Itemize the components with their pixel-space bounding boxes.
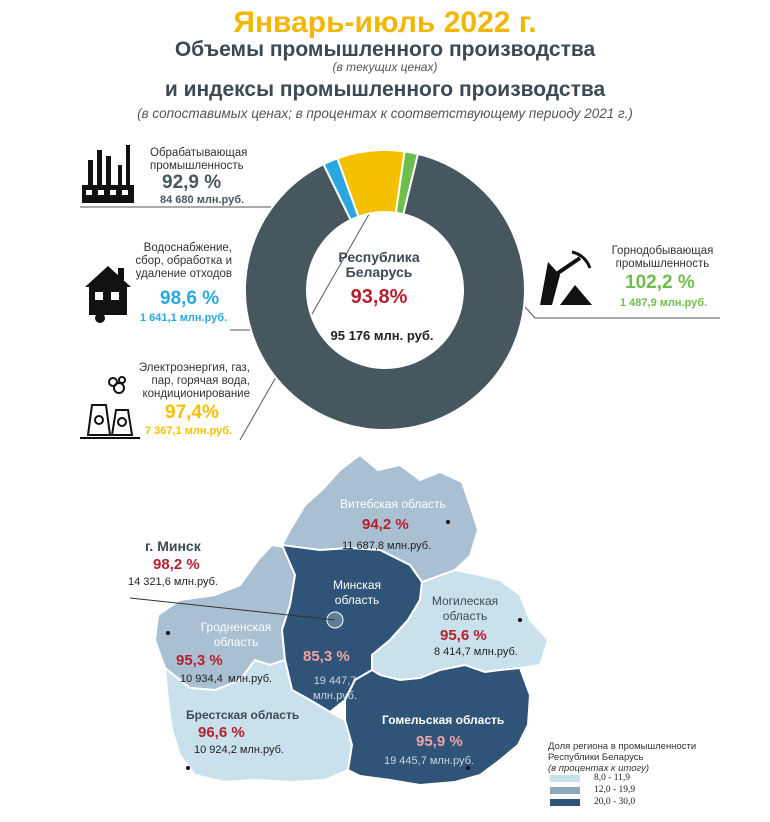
mogilev-name-line1: Могилеская — [431, 594, 499, 608]
grodno-volume1: 10 934,4 — [180, 673, 223, 685]
legend-label-high: 20,0 - 30,0 — [594, 797, 636, 807]
city-dot-mogilev — [518, 618, 522, 622]
legend-swatch-mid — [550, 787, 580, 794]
gomel-volume: 19 445,7 млн.руб. — [384, 755, 474, 767]
city-dot-brest — [186, 766, 190, 770]
subtitle-indices: и индексы промышленного производства — [164, 78, 606, 101]
water-label-line1: Водоснабжение, — [143, 242, 232, 254]
energy-label — [120, 362, 250, 401]
mogilev-volume: 8 414,7 млн.руб. — [434, 646, 518, 658]
brest-volume: 10 924,2 млн.руб. — [194, 744, 284, 756]
main-title: Январь-июль 2022 г. — [233, 6, 537, 39]
city-dot-vitebsk — [446, 520, 450, 524]
manufacturing-label-line1: Обрабатывающая — [150, 147, 248, 159]
energy-index: 97,4% — [165, 402, 219, 423]
vitebsk-index: 94,2 % — [362, 516, 409, 533]
center-index: 93,8% — [350, 286, 408, 308]
brest-index: 96,6 % — [198, 724, 245, 741]
legend-title-line1: Доля региона в промышленности — [548, 741, 697, 752]
grodno-index: 95,3 % — [176, 652, 223, 669]
legend-label-low: 8,0 - 11,9 — [594, 773, 631, 783]
legend-title-line2: Республики Беларусь — [548, 752, 644, 763]
mining-label-line1: Горнодобывающая — [611, 245, 714, 257]
minsk-region-index: 85,3 % — [303, 648, 350, 665]
grodno-name-line1: Гродненская — [200, 620, 272, 634]
center-volume: 95 176 млн. руб. — [330, 328, 434, 343]
mining-index: 102,2 % — [625, 272, 695, 293]
minsk-city-index: 98,2 % — [153, 556, 200, 573]
gomel-index: 95,9 % — [416, 733, 463, 750]
grodno-name — [194, 620, 278, 650]
donut-center-label — [320, 250, 438, 280]
legend-swatch-high — [550, 799, 580, 806]
legend-label-mid: 12,0 - 19,9 — [594, 785, 636, 795]
mogilev-name — [426, 594, 504, 624]
minsk-city-volume: 14 321,6 млн.руб. — [128, 576, 218, 588]
mining-label — [600, 245, 725, 271]
note-current-prices: (в текущих ценах) — [332, 60, 438, 74]
mining-icon — [540, 252, 592, 305]
center-line2: Беларусь — [345, 264, 413, 280]
minsk-region-volume-line1: 19 447,7 — [313, 675, 357, 687]
grodno-volume2: млн.руб. — [228, 673, 273, 685]
vitebsk-name: Витебская область — [340, 497, 446, 511]
energy-label-line3: кондиционирование — [142, 388, 250, 400]
minsk-city-name: г. Минск — [145, 538, 201, 554]
mining-volume: 1 487,9 млн.руб. — [620, 297, 708, 309]
city-dot-grodno — [166, 631, 170, 635]
mogilev-index: 95,6 % — [440, 627, 487, 644]
gomel-name: Гомельская область — [382, 713, 505, 727]
minsk-region-name-line1: Минская — [332, 578, 381, 592]
grodno-name-line2: область — [213, 635, 259, 649]
manufacturing-label-line2: промышленность — [150, 160, 244, 172]
note-comparable-prices: (в сопоставимых ценах; в процентах к соответствующему периоду 2021 г.) — [137, 106, 633, 121]
legend-swatch-low — [550, 775, 580, 782]
minsk-region-name — [322, 578, 392, 608]
subtitle-volumes: Объемы промышленного производства — [174, 38, 596, 61]
vitebsk-volume: 11 687,8 млн.руб. — [342, 540, 432, 552]
water-label — [120, 242, 232, 281]
water-label-line3: удаление отходов — [135, 268, 232, 280]
mogilev-name-line2: область — [442, 609, 488, 623]
water-label-line2: сбор, обработка и — [135, 255, 232, 267]
minsk-region-volume — [300, 674, 370, 704]
map-legend-title — [548, 741, 696, 774]
legend-note: (в процентах к итогу) — [548, 763, 650, 774]
brest-name: Брестская область — [186, 708, 300, 722]
factory-icon — [82, 145, 134, 203]
water-index: 98,6 % — [160, 288, 220, 309]
water-volume: 1 641,1 млн.руб. — [140, 312, 228, 324]
center-line1: Республика — [338, 249, 420, 265]
minsk-region-name-line2: область — [334, 593, 380, 607]
mining-label-line2: промышленность — [615, 258, 710, 270]
manufacturing-label — [150, 147, 247, 173]
energy-volume: 7 367,1 млн.руб. — [145, 425, 233, 437]
energy-label-line2: пар, горячая вода, — [151, 375, 250, 387]
minsk-region-volume-line2: млн.руб. — [312, 690, 358, 702]
energy-label-line1: Электроэнергия, газ, — [138, 362, 250, 374]
manufacturing-volume: 84 680 млн.руб. — [160, 194, 245, 206]
manufacturing-index: 92,9 % — [162, 172, 222, 193]
